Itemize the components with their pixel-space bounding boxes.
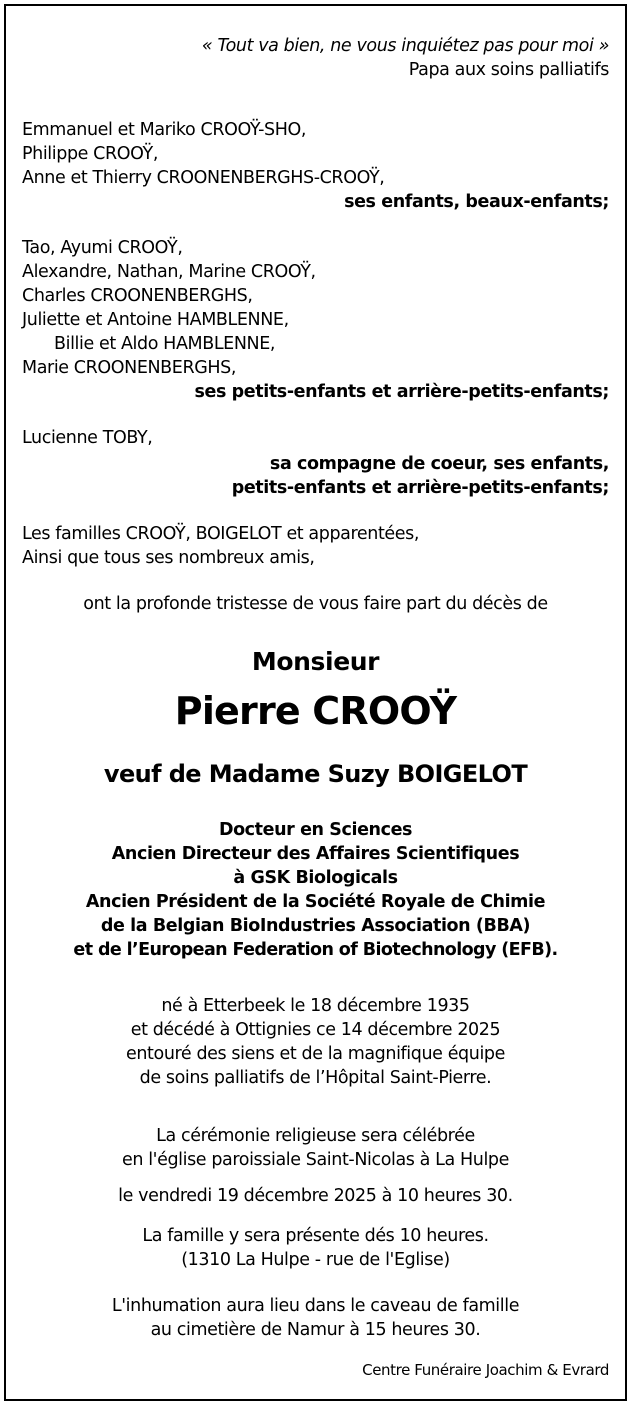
quote-attribution: Papa aux soins palliatifs <box>408 60 609 80</box>
family-relation: ses petits-enfants et arrière-petits-enfants; <box>194 382 609 402</box>
family-presence-line: (1310 La Hulpe - rue de l'Eglise) <box>181 1250 450 1270</box>
title-line: Docteur en Sciences <box>218 820 413 840</box>
honorific: Monsieur <box>251 647 380 676</box>
title-line: de la Belgian BioIndustries Association (BBA) <box>100 916 531 936</box>
title-line: à GSK Biologicals <box>233 868 398 888</box>
family-name-line: Juliette et Antoine HAMBLENNE, <box>22 310 289 330</box>
family-presence-line: La famille y sera présente dés 10 heures. <box>142 1226 489 1246</box>
family-name-line: Billie et Aldo HAMBLENNE, <box>54 334 276 354</box>
title-line: Ancien Président de la Société Royale de Chimie <box>85 892 546 912</box>
funeral-home: Centre Funéraire Joachim & Evrard <box>362 1361 609 1379</box>
title-line: et de l’European Federation of Biotechnology (EFB). <box>73 940 558 960</box>
family-name-line: Philippe CROOŸ, <box>22 144 158 164</box>
family-line: Les familles CROOŸ, BOIGELOT et apparentées, <box>22 524 420 544</box>
family-name-line: Charles CROONENBERGHS, <box>22 286 253 306</box>
family-line: Ainsi que tous ses nombreux amis, <box>22 548 315 568</box>
life-line: et décédé à Ottignies ce 14 décembre 2025 <box>130 1020 501 1040</box>
widower-line: veuf de Madame Suzy BOIGELOT <box>103 760 528 788</box>
life-line: de soins palliatifs de l’Hôpital Saint-Pierre. <box>139 1068 492 1088</box>
title-line: Ancien Directeur des Affaires Scientifiques <box>111 844 520 864</box>
ceremony-line: La cérémonie religieuse sera célébrée <box>156 1126 475 1146</box>
family-name-line: Lucienne TOBY, <box>22 428 153 448</box>
deceased-name: Pierre CROOŸ <box>174 689 457 733</box>
family-relation: ses enfants, beaux-enfants; <box>344 192 609 212</box>
life-line: né à Etterbeek le 18 décembre 1935 <box>161 996 470 1016</box>
family-relation: sa compagne de coeur, ses enfants, <box>269 454 609 474</box>
quote-text: « Tout va bien, ne vous inquiétez pas pour moi » <box>201 36 609 56</box>
family-name-line: Alexandre, Nathan, Marine CROOŸ, <box>22 262 316 282</box>
ceremony-date: le vendredi 19 décembre 2025 à 10 heures 30. <box>118 1186 513 1206</box>
family-name-line: Anne et Thierry CROONENBERGHS-CROOŸ, <box>22 168 385 188</box>
burial-line: au cimetière de Namur à 15 heures 30. <box>150 1320 481 1340</box>
family-relation: petits-enfants et arrière-petits-enfants; <box>231 478 609 498</box>
life-line: entouré des siens et de la magnifique équipe <box>126 1044 505 1064</box>
ceremony-line: en l'église paroissiale Saint-Nicolas à La Hulpe <box>122 1150 509 1170</box>
family-name-line: Tao, Ayumi CROOŸ, <box>22 238 183 258</box>
family-name-line: Emmanuel et Mariko CROOŸ-SHO, <box>22 120 307 140</box>
obituary-notice <box>4 4 627 1401</box>
burial-line: L'inhumation aura lieu dans le caveau de famille <box>111 1296 520 1316</box>
family-name-line: Marie CROONENBERGHS, <box>22 358 236 378</box>
announcement: ont la profonde tristesse de vous faire part du décès de <box>83 594 548 614</box>
